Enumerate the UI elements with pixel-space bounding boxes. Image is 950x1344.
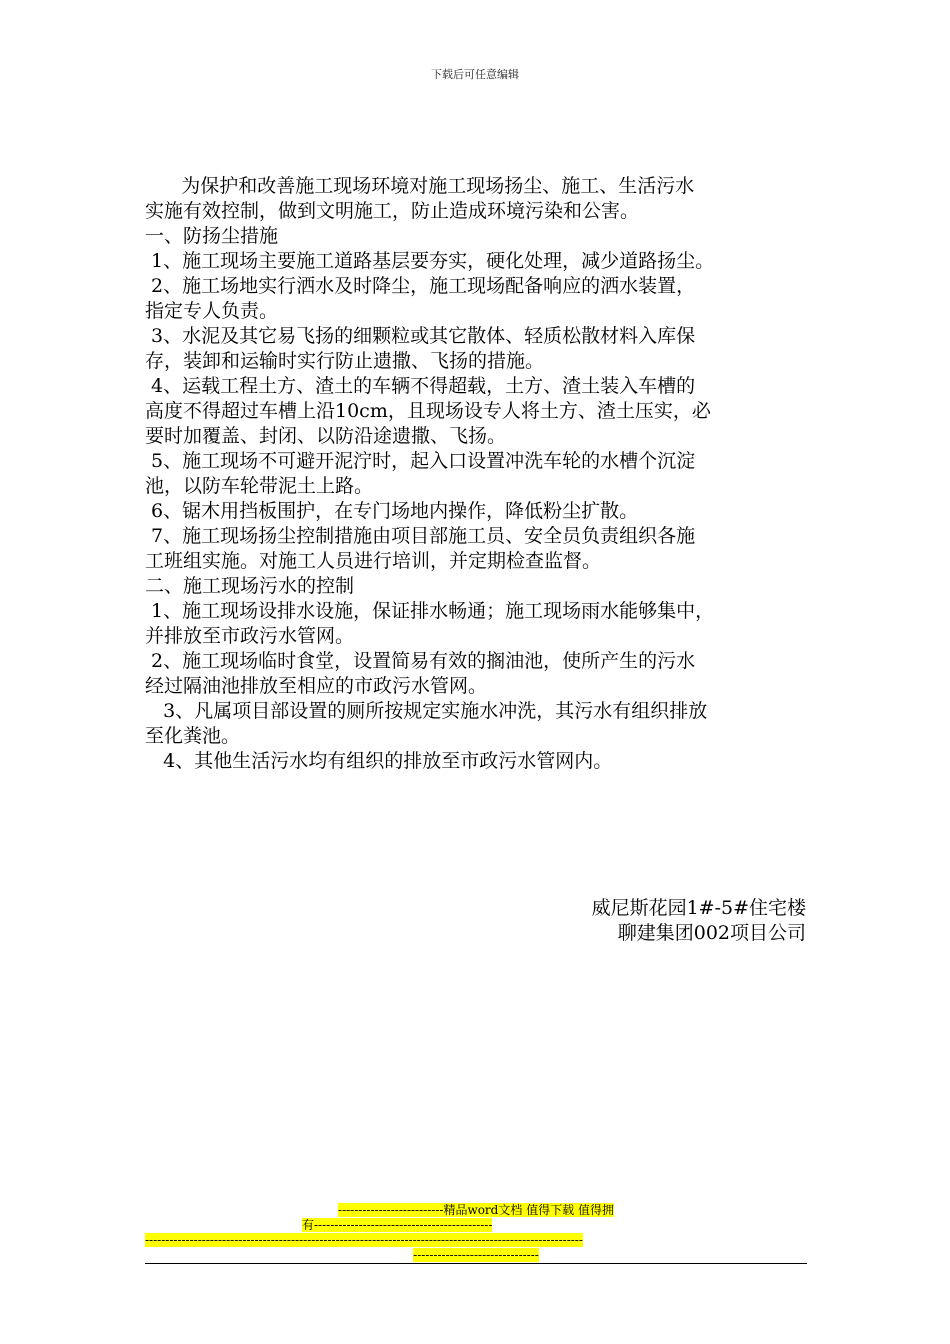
body-line: 6、锯木用挡板围护，在专门场地内操作，降低粉尘扩散。 bbox=[145, 500, 639, 522]
body-line: 要时加覆盖、封闭、以防沿途遗撒、飞扬。 bbox=[145, 425, 507, 447]
body-line: 为保护和改善施工现场环境对施工现场扬尘、施工、生活污水 bbox=[145, 175, 695, 197]
document-body bbox=[145, 174, 807, 774]
body-line: 5、施工现场不可避开泥泞时，起入口设置冲洗车轮的水槽个沉淀 bbox=[145, 450, 696, 472]
body-line: 池，以防车轮带泥土上路。 bbox=[145, 475, 374, 497]
body-line: 经过隔油池排放至相应的市政污水管网。 bbox=[145, 675, 488, 697]
body-line: 并排放至市政污水管网。 bbox=[145, 625, 355, 647]
body-line: 指定专人负责。 bbox=[145, 300, 279, 322]
signature-block bbox=[500, 896, 806, 946]
section-heading: 二、施工现场污水的控制 bbox=[145, 575, 355, 597]
body-line: 7、施工现场扬尘控制措施由项目部施工员、安全员负责组织各施 bbox=[145, 525, 696, 547]
footer-line: ------------------------------- bbox=[413, 1248, 539, 1262]
footer-line: 有-------------------------------------------- bbox=[302, 1218, 493, 1232]
body-line: 4、运载工程土方、渣土的车辆不得超载，土方、渣土装入车槽的 bbox=[145, 375, 696, 397]
body-line: 存，装卸和运输时实行防止遗撒、飞扬的措施。 bbox=[145, 350, 545, 372]
body-line: 高度不得超过车槽上沿10cm，且现场设专人将土方、渣土压实，必 bbox=[145, 400, 711, 422]
body-line: 实施有效控制，做到文明施工，防止造成环境污染和公害。 bbox=[145, 200, 640, 222]
signature-project: 威尼斯花园1#-5#住宅楼 bbox=[591, 897, 806, 919]
footer-line: ------------------------------------------------------------------------------------------------------------ bbox=[145, 1233, 583, 1247]
body-line: 3、凡属项目部设置的厕所按规定实施水冲洗，其污水有组织排放 bbox=[145, 700, 708, 722]
body-line: 1、施工现场主要施工道路基层要夯实，硬化处理，减少道路扬尘。 bbox=[145, 250, 715, 272]
footer-rule bbox=[145, 1263, 807, 1264]
signature-company: 聊建集团002项目公司 bbox=[617, 922, 806, 944]
section-heading: 一、防扬尘措施 bbox=[145, 225, 279, 247]
body-line: 工班组实施。对施工人员进行培训，并定期检查监督。 bbox=[145, 550, 602, 572]
body-line: 1、施工现场设排水设施，保证排水畅通；施工现场雨水能够集中， bbox=[145, 600, 715, 622]
body-line: 至化粪池。 bbox=[145, 725, 241, 747]
footer-banner bbox=[145, 1203, 807, 1263]
body-line: 2、施工场地实行洒水及时降尘，施工现场配备响应的洒水装置， bbox=[145, 275, 696, 297]
footer-line: --------------------------精品word文档 值得下载 值得拥 bbox=[338, 1203, 614, 1217]
body-line: 2、施工现场临时食堂，设置简易有效的搁油池，使所产生的污水 bbox=[145, 650, 696, 672]
page-header: 下载后可任意编辑 bbox=[431, 68, 519, 81]
body-line: 3、水泥及其它易飞扬的细颗粒或其它散体、轻质松散材料入库保 bbox=[145, 325, 696, 347]
body-line: 4、其他生活污水均有组织的排放至市政污水管网内。 bbox=[145, 750, 613, 772]
